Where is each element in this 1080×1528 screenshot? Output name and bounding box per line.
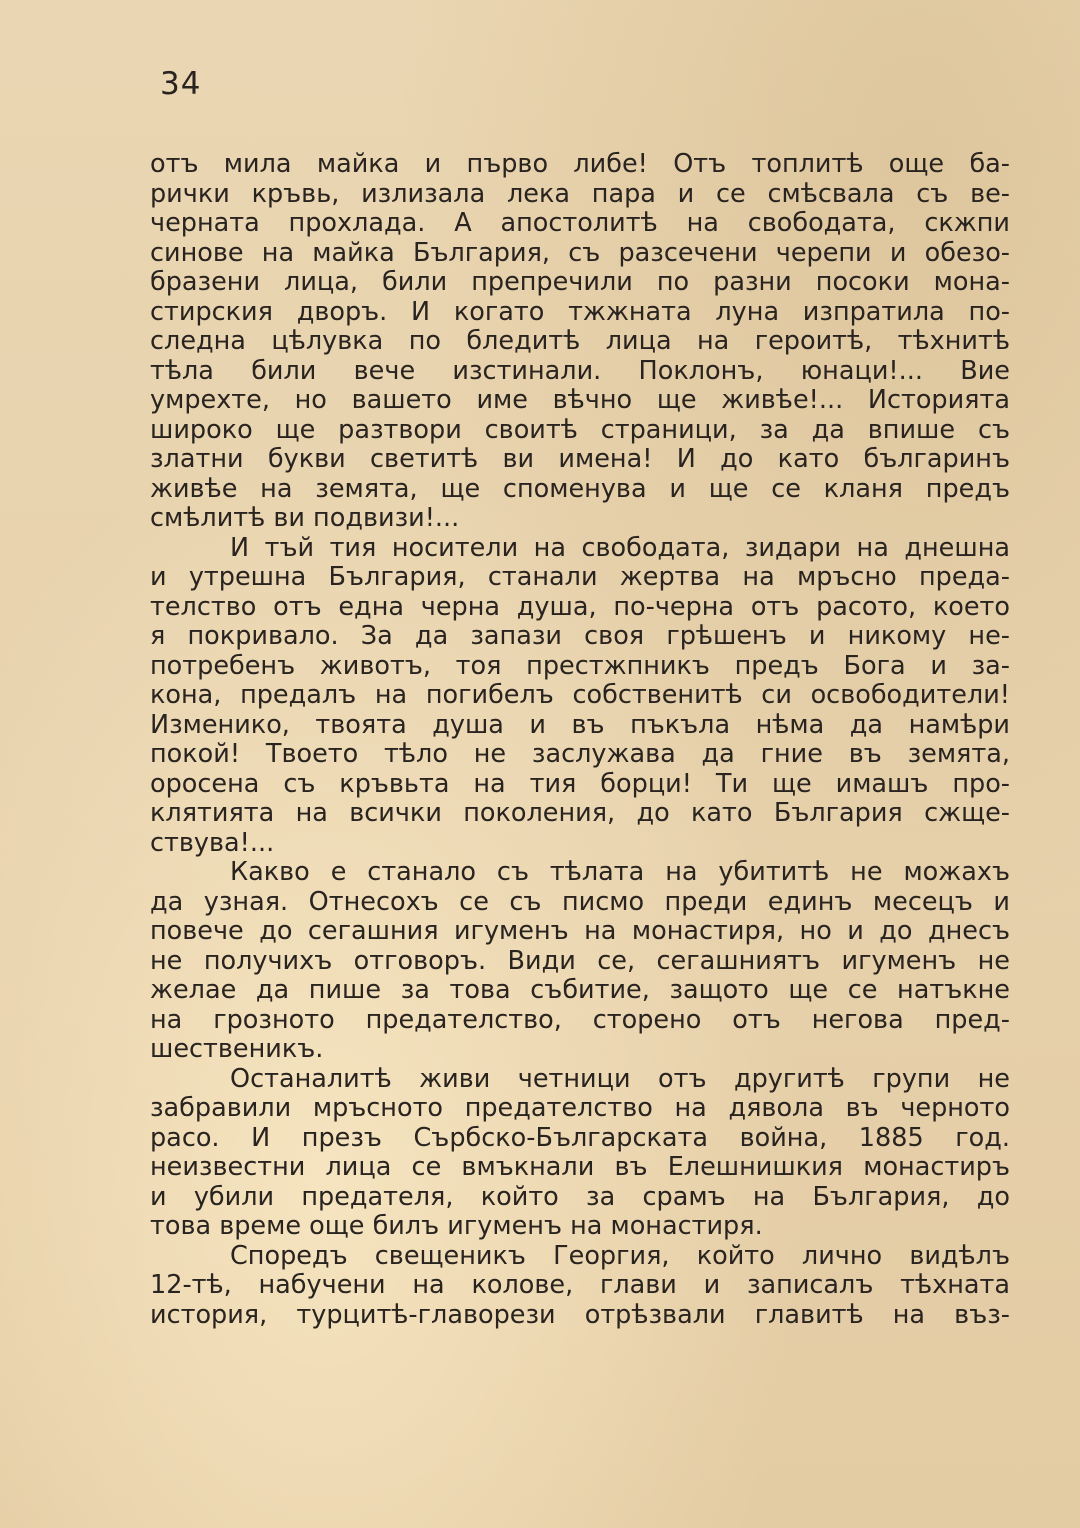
- text-line: 12-тѣ, набучени на колове, глави и записалъ тѣхната: [150, 1271, 1010, 1300]
- text-line: следна цѣлувка по бледитѣ лица на героитѣ, тѣхнитѣ: [150, 327, 1010, 356]
- text-line: златни букви светитѣ ви имена! И до като българинъ: [150, 445, 1010, 474]
- text-line: повече до сегашния игуменъ на монастиря, но и до днесъ: [150, 917, 1010, 946]
- text-line: умрехте, но вашето име вѣчно ще живѣе!... Историята: [150, 386, 1010, 415]
- text-line: синове на майка България, съ разсечени черепи и обезо-: [150, 238, 1010, 268]
- text-line: желае да пише за това събитие, защото ще се натъкне: [150, 976, 1010, 1005]
- text-line: история, турцитѣ-главорези отрѣзвали главитѣ на въз-: [150, 1300, 1010, 1330]
- text-line: Какво е станало съ тѣлата на убититѣ не можахъ: [230, 858, 1010, 887]
- text-line: черната прохлада. А апостолитѣ на свободата, скжпи: [150, 209, 1010, 238]
- text-line: покой! Твоето тѣло не заслужава да гние въ земята,: [150, 740, 1010, 769]
- text-line: расо. И презъ Сърбско-Българската война, 1885 год.: [150, 1123, 1010, 1153]
- text-line: шественикъ.: [150, 1035, 324, 1064]
- text-line: Останалитѣ живи четници отъ другитѣ групи не: [230, 1064, 1010, 1094]
- text-line: телство отъ една черна душа, по-черна отъ расото, което: [150, 592, 1010, 622]
- text-line: неизвестни лица се вмъкнали въ Елешнишкия монастиръ: [150, 1153, 1010, 1182]
- text-line: потребенъ животъ, тоя престжпникъ предъ Бога и за-: [150, 651, 1010, 681]
- text-line: кона, предалъ на погибелъ собственитѣ си освободители!: [150, 681, 1010, 710]
- text-line: Изменико, твоята душа и въ пъкъла нѣма да намѣри: [150, 710, 1010, 740]
- text-line: рички кръвь, излизала лека пара и се смѣсвала съ ве-: [150, 179, 1010, 209]
- text-line: да узная. Отнесохъ се съ писмо преди единъ месецъ и: [150, 887, 1010, 917]
- text-line: И тъй тия носители на свободата, зидари на днешна: [230, 533, 1010, 563]
- text-line: отъ мила майка и първо либе! Отъ топлитѣ още ба-: [150, 150, 1010, 179]
- text-line: ствува!...: [150, 828, 275, 858]
- text-line: Споредъ свещеникъ Георгия, който лично видѣлъ: [230, 1241, 1010, 1271]
- text-line: клятията на всички поколения, до като България сжще-: [150, 799, 1010, 828]
- text-line: и утрешна България, станали жертва на мръсно преда-: [150, 563, 1010, 592]
- text-line: на грозното предателство, сторено отъ негова пред-: [150, 1005, 1010, 1035]
- body-text: [150, 150, 1010, 1330]
- text-line: широко ще разтвори своитѣ страници, за да впише съ: [150, 415, 1010, 445]
- text-line: оросена съ кръвьта на тия борци! Ти ще имашъ про-: [150, 769, 1010, 799]
- text-line: не получихъ отговоръ. Види се, сегашниятъ игуменъ не: [150, 946, 1010, 976]
- text-line: бразени лица, били препречили по разни посоки мона-: [150, 268, 1010, 297]
- text-line: и убили предателя, който за срамъ на България, до: [150, 1182, 1010, 1212]
- text-line: това време още билъ игуменъ на монастиря.: [150, 1212, 763, 1241]
- text-line: смѣлитѣ ви подвизи!...: [150, 504, 460, 533]
- text-line: стирския дворъ. И когато тжжната луна изпратила по-: [150, 297, 1010, 327]
- text-line: тѣла били вече изстинали. Поклонъ, юнаци!... Вие: [150, 356, 1010, 386]
- text-line: я покривало. За да запази своя грѣшенъ и никому не-: [150, 622, 1010, 651]
- page-number: 34: [160, 66, 202, 102]
- text-line: забравили мръсното предателство на дявола въ черното: [150, 1094, 1010, 1123]
- text-line: живѣе на земята, ще споменува и ще се кланя предъ: [150, 474, 1010, 504]
